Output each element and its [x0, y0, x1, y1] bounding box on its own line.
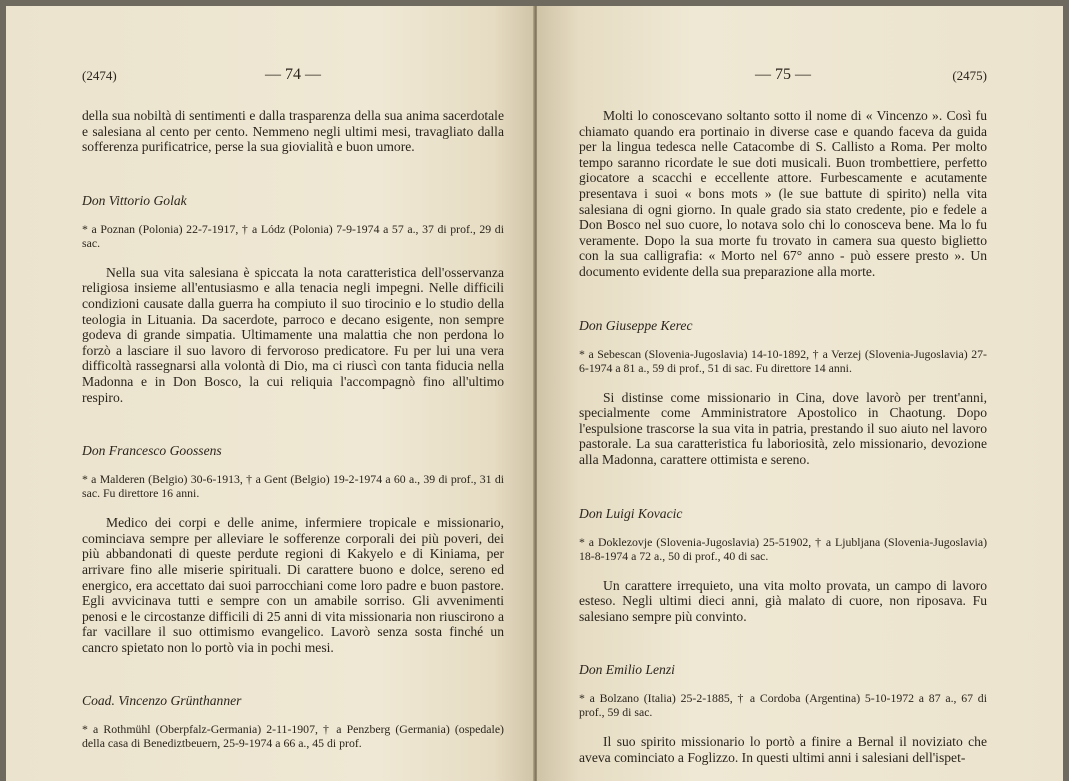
- entry-meta-goossens: * a Malderen (Belgio) 30-6-1913, † a Gent (Belgio) 19-2-1974 a 60 a., 39 di prof., 31 di sac. Fu direttore 16 anni.: [82, 472, 504, 501]
- left-document-number: (2474): [82, 68, 117, 83]
- entry-name-goossens: Don Francesco Goossens: [82, 443, 222, 459]
- entry-text-lenzi: Il suo spirito missionario lo portò a finire a Bernal il noviziato che aveva cominciato a Foglizzo. In questi ultimi anni i salesiani dell'ispet-: [579, 734, 987, 765]
- entry-meta-kovacic: * a Doklezovje (Slovenia-Jugoslavia) 25-51902, † a Ljubljana (Slovenia-Jugoslavia) 18-8-1974 a 72 a., 50 di prof., 40 di sac.: [579, 534, 987, 563]
- entry-text-kovacic: Un carattere irrequieto, una vita molto provata, un campo di lavoro esteso. Negli ultimi dieci anni, già malato di cuore, non riposava. Fu salesiano sempre più convinto.: [579, 577, 987, 624]
- left-page-header: [82, 68, 504, 94]
- right-page: [537, 6, 1063, 781]
- left-page-number: — 74 —: [265, 66, 321, 83]
- left-page: [6, 6, 536, 781]
- entry-meta-golak: * a Poznan (Polonia) 22-7-1917, † a Lódz (Polonia) 7-9-1974 a 57 a., 37 di prof., 29 di sac.: [82, 221, 504, 250]
- entry-name-kerec: Don Giuseppe Kerec: [579, 317, 693, 333]
- right-page-number: — 75 —: [755, 66, 811, 83]
- entry-name-grunthanner: Coad. Vincenzo Grünthanner: [82, 693, 242, 709]
- right-intro-paragraph: Molti lo conoscevano soltanto sotto il nome di « Vincenzo ». Così fu chiamato quando era portinaio in diverse case e quando faceva da guida per la lingua tedesca nelle Catacombe di S. Callisto a Roma. Per molto tempo saranno ricordate le sue doti musicali. Buon trombettiere, perfetto giocatore a scacchi e eccellente attore. Furbescamente e acutamente presentava i suoi « bons mots » (le sue battute di spirito) nella vita salesiana di ogni giorno. In quale grado sia stato credente, pio e fedele a Don Bosco nel suo cuore, lo notava solo chi lo conosceva bene. Ma lo fu veramente. Dopo la sua morte fu trovato in camera sua questo biglietto con la sua calligrafia: « Morto nel 67° anno - può essere presto ». Un documento evidente della sua preparazione alla morte.: [579, 108, 987, 279]
- entry-name-lenzi: Don Emilio Lenzi: [579, 662, 675, 678]
- right-document-number: (2475): [952, 68, 987, 83]
- entry-meta-kerec: * a Sebescan (Slovenia-Jugoslavia) 14-10-1892, † a Verzej (Slovenia-Jugoslavia) 27-6-1974 a 81 a., 59 di prof., 51 di sac. Fu direttore 14 anni.: [579, 346, 987, 375]
- left-intro-paragraph: della sua nobiltà di sentimenti e dalla trasparenza della sua anima sacerdotale e salesiana al cento per cento. Nemmeno negli ultimi mesi, travagliato dalla sofferenza purificatrice, perse la sua giovialità e buon umore.: [82, 108, 504, 155]
- entry-meta-lenzi: * a Bolzano (Italia) 25-2-1885, † a Cordoba (Argentina) 5-10-1972 a 87 a., 67 di prof., 59 di sac.: [579, 691, 987, 720]
- entry-name-golak: Don Vittorio Golak: [82, 192, 187, 208]
- entry-text-kerec: Si distinse come missionario in Cina, dove lavorò per trent'anni, specialmente come Amministratore Apostolico in Chaotung. Dopo l'espulsione trascorse la sua vita in patria, prestando il suo aiuto nel lavoro pastorale. La sua caratteristica fu laboriosità, zelo missionario, devozione alla Madonna, carattere ottimista e sereno.: [579, 389, 987, 467]
- entry-meta-grunthanner: * a Rothmühl (Oberpfalz-Germania) 2-11-1907, † a Penzberg (Germania) (ospedale) della casa di Benediztbeuern, 25-9-1974 a 66 a., 45 di prof.: [82, 722, 504, 751]
- right-page-header: [579, 68, 987, 94]
- entry-text-golak: Nella sua vita salesiana è spiccata la nota caratteristica dell'osservanza religiosa insieme all'entusiasmo e alla tenacia negli impegni. Nelle difficili condizioni causate dalla guerra ha compiuto il suo tirocinio e lo studio della teologia in Lituania. Da sacerdote, parroco e decano esigente, non sempre godeva di grande simpatia. Ultimamente una malattia che non perdona lo forzò a lasciare il suo lavoro di fervoroso predicatore. Fu per lui una vera difficoltà rassegnarsi alla volontà di Dio, ma ci riuscì con tanta fiducia nella Madonna e in Don Bosco, la cui reliquia l'accompagnò fino all'ultimo respiro.: [82, 264, 504, 405]
- entry-name-kovacic: Don Luigi Kovacic: [579, 505, 683, 521]
- entry-text-goossens: Medico dei corpi e delle anime, infermiere tropicale e missionario, cominciava sempre per alleviare le sofferenze corporali dei più poveri, dei più abbandonati di queste perdute regioni di Kakyelo e di Kiniama, per arrivare fino alle miserie spirituali. Di carattere buono e dolce, sereno ed energico, era accettato dai suoi parrocchiani come loro padre e buon pastore. Egli avvicinava tutti e sempre con un amabile sorriso. Gli avvenimenti penosi e le circostanze difficili di 25 anni di vita missionaria non riuscirono a far vacillare il suo ottimismo evangelico. Lavorò senza sosta finché un cancro spietato non lo portò via in pochi mesi.: [82, 515, 504, 655]
